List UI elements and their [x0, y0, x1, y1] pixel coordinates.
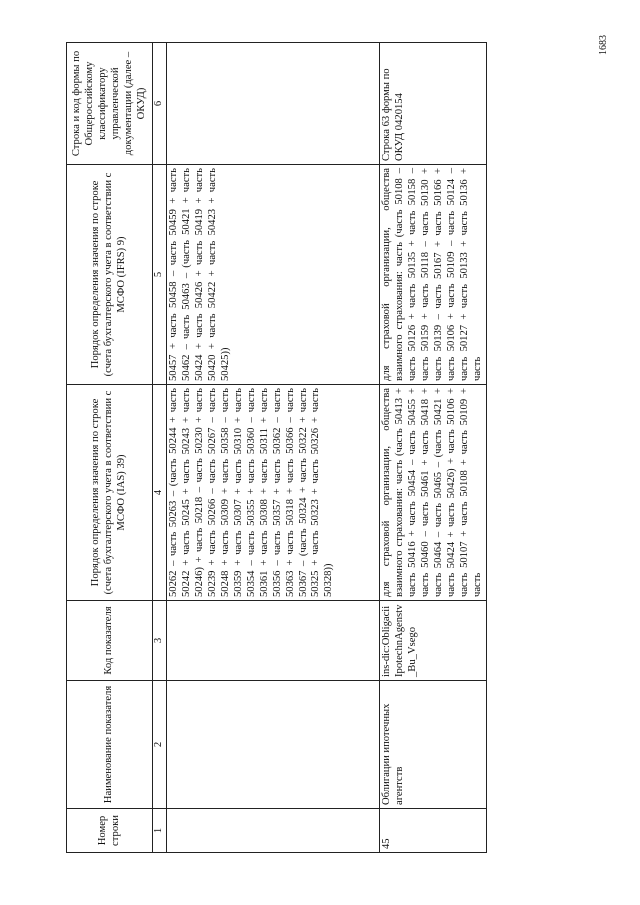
header-indicator-name: Наименование показателя: [67, 681, 153, 809]
header-okud-form: Строка и код формы по Общероссийскому классификатору управленческой документации (далее – ОКУД): [67, 43, 153, 165]
indicator-name: [167, 681, 380, 809]
ifrs9-formula: 50457 + часть 50458 – часть 50459 + часть 50462 – часть 50463 – (часть 50421 + часть 50424 + часть 50426 + часть 50419 + часть 50420 + часть 50422 + часть 50423 + часть 50425)): [167, 165, 380, 385]
page-number: 1683: [598, 35, 609, 55]
indicator-name: Облигации ипотечных агентств: [380, 681, 486, 809]
header-ias39-procedure: Порядок определения значения по строке (счета бухгалтерского учета в соответствии с МСФО (IAS) 39): [67, 385, 153, 601]
table-row: [167, 43, 380, 853]
header-row: [67, 43, 153, 853]
rotated-page: [66, 43, 586, 853]
table-row: [380, 43, 486, 853]
column-number: 2: [153, 681, 167, 809]
column-number: 5: [153, 165, 167, 385]
ifrs9-formula: для страховой организации, общества взаимного страхования: часть (часть 50108 – часть 50126 + часть 50135 + часть 50158 – часть 50159 + часть 50118 – часть 50130 + часть 50139 – часть 50167 + часть 50166 + часть 50106 + часть 50109 – часть 50124 – часть 50127 + часть 50133 + часть 50136 + часть: [380, 165, 486, 385]
column-number-row: [153, 43, 167, 853]
indicator-code: ins-dic:ObligaciiIpotechnAgenstv_Bu_Vsego: [380, 601, 486, 681]
row-number: [167, 809, 380, 853]
column-number: 1: [153, 809, 167, 853]
header-indicator-code: Код показателя: [67, 601, 153, 681]
header-row-number: Номер строки: [67, 809, 153, 853]
header-ifrs9-procedure: Порядок определения значения по строке (счета бухгалтерского учета в соответствии с МСФО (IFRS) 9): [67, 165, 153, 385]
ias39-formula: для страховой организации, общества взаимного страхования: часть (часть 50413 + часть 50416 + часть 50454 – часть 50455 + часть 50460 – часть 50461 + часть 50418 + часть 50464 – часть 50465 – (часть 50421 + часть 50424 + часть 50426) + часть 50106 + часть 50107 + часть 50108 + часть 50109 + часть: [380, 385, 486, 601]
column-number: 6: [153, 43, 167, 165]
okud-reference: [167, 43, 380, 165]
okud-reference: Строка 63 формы по ОКУД 0420154: [380, 43, 486, 165]
ias39-formula: 50262 – часть 50263 – (часть 50244 + часть 50242 + часть 50245 + часть 50243 + часть 50246) + часть 50218 – часть 50230 + часть 50239 + часть 50266 – часть 50267 – часть 50248 + часть 50309 + часть 50358 – часть 50359 + часть 50307 + часть 50310 + часть 50354 – часть 50355 + часть 50360 – часть 50361 + часть 50308 + часть 50311 + часть 50356 – часть 50357 + часть 50362 – часть 50363 + часть 50318 + часть 50366 – часть 50367 – (часть 50324 + часть 50322 + часть 50325 + часть 50323 + часть 50326 + часть 50328)): [167, 385, 380, 601]
column-number: 3: [153, 601, 167, 681]
indicator-table: [66, 42, 487, 853]
indicator-code: [167, 601, 380, 681]
row-number: 45: [380, 809, 486, 853]
column-number: 4: [153, 385, 167, 601]
